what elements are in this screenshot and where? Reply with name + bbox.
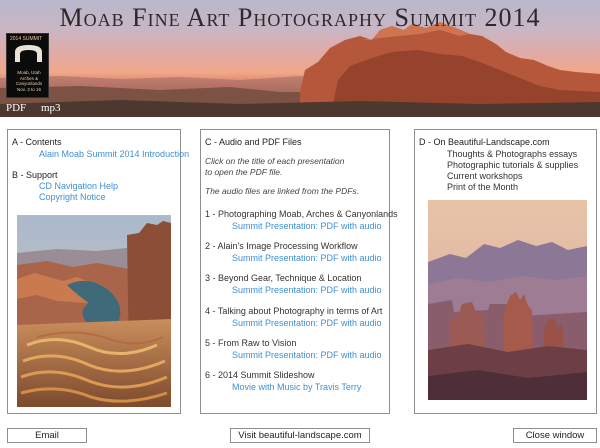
cover-caption-line: Arches & Canyonlands [15, 75, 43, 86]
visit-website-button[interactable]: Visit beautiful-landscape.com [230, 428, 370, 443]
website-link-tutorials[interactable]: Photographic tutorials & supplies [447, 160, 579, 170]
introduction-link[interactable]: Alain Moab Summit 2014 Introduction [39, 149, 190, 159]
audio-pdf-panel [200, 129, 398, 414]
navigation-help-link[interactable]: CD Navigation Help [39, 181, 119, 191]
canyon-photo [17, 215, 171, 407]
presentation-link-2[interactable]: Summit Presentation: PDF with audio [232, 253, 382, 263]
website-heading: D - On Beautiful-Landscape.com [419, 137, 550, 147]
summit-cover-thumbnail [6, 33, 49, 98]
presentation-title-1[interactable]: 1 - Photographing Moab, Arches & Canyonlands [205, 209, 398, 219]
contents-heading: A - Contents [12, 137, 62, 147]
cover-caption-line: Nov. 3 to 16 [17, 86, 41, 92]
presentation-title-5[interactable]: 5 - From Raw to Vision [205, 338, 297, 348]
header-banner [0, 0, 600, 117]
cover-top-text: 2014 SUMMIT [10, 36, 43, 42]
website-panel [414, 129, 597, 414]
mp3-link[interactable]: mp3 [40, 102, 61, 114]
format-links [6, 102, 73, 114]
page-title: Moab Fine Art Photography Summit 2014 [59, 3, 541, 32]
audio-pdf-heading: C - Audio and PDF Files [205, 137, 302, 147]
presentation-title-2[interactable]: 2 - Alain's Image Processing Workflow [205, 241, 358, 251]
mesa-photo [428, 200, 587, 400]
presentation-title-6[interactable]: 6 - 2014 Summit Slideshow [205, 370, 315, 380]
support-heading: B - Support [12, 170, 58, 180]
presentation-link-5[interactable]: Summit Presentation: PDF with audio [232, 350, 382, 360]
close-window-button[interactable]: Close window [513, 428, 597, 443]
cover-caption-line: Moab, Utah [17, 70, 41, 75]
presentation-link-3[interactable]: Summit Presentation: PDF with audio [232, 285, 382, 295]
copyright-notice-link[interactable]: Copyright Notice [39, 192, 106, 202]
intro-text: to open the PDF file. [205, 167, 283, 177]
slideshow-movie-link[interactable]: Movie with Music by Travis Terry [232, 382, 362, 392]
pdf-link[interactable]: PDF [6, 102, 27, 114]
presentation-title-3[interactable]: 3 - Beyond Gear, Technique & Location [205, 273, 362, 283]
presentation-link-4[interactable]: Summit Presentation: PDF with audio [232, 318, 382, 328]
intro-text: The audio files are linked from the PDFs. [205, 186, 360, 196]
presentation-link-1[interactable]: Summit Presentation: PDF with audio [232, 221, 382, 231]
website-link-print-of-month[interactable]: Print of the Month [447, 182, 519, 192]
email-button[interactable]: Email [7, 428, 87, 443]
intro-text: Click on the title of each presentation [205, 156, 345, 166]
presentation-title-4[interactable]: 4 - Talking about Photography in terms of Art [205, 306, 383, 316]
arch-icon [14, 44, 43, 62]
website-link-essays[interactable]: Thoughts & Photographs essays [447, 149, 578, 159]
website-link-workshops[interactable]: Current workshops [447, 171, 523, 181]
contents-support-panel [7, 129, 190, 414]
